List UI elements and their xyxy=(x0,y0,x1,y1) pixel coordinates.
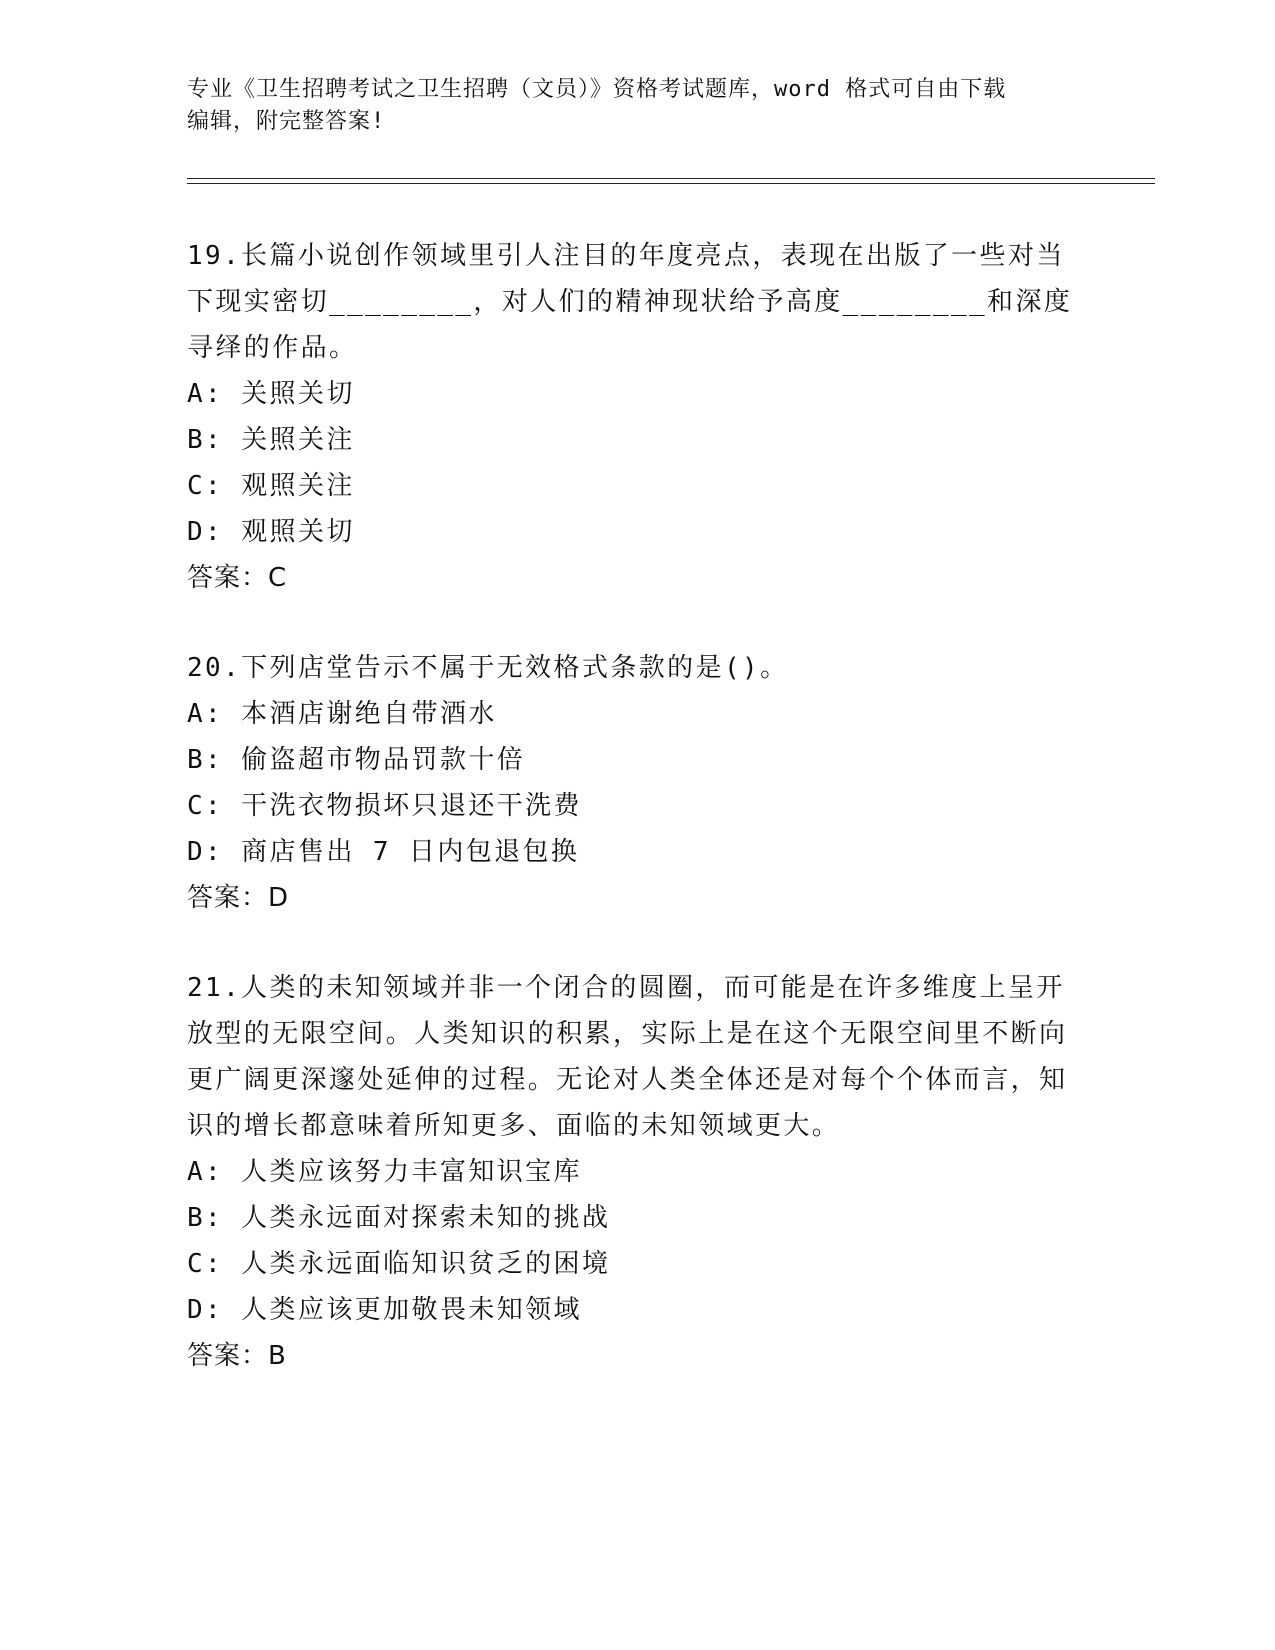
question-21 xyxy=(187,965,1087,1379)
option-c: C: 观照关注 xyxy=(187,471,355,501)
option-d: D: 商店售出 7 日内包退包换 xyxy=(187,837,580,867)
option-a: A: 关照关切 xyxy=(187,379,355,409)
question-stem: 19.长篇小说创作领域里引人注目的年度亮点，表现在出版了一些对当下现实密切________，对人们的精神现状给予高度________和深度寻绎的作品。 xyxy=(187,241,1073,363)
question-19 xyxy=(187,233,1087,601)
option-c: C: 人类永远面临知识贫乏的困境 xyxy=(187,1249,611,1279)
option-d: D: 观照关切 xyxy=(187,517,355,547)
answer: 答案：D xyxy=(187,883,290,913)
question-20 xyxy=(187,645,1087,921)
option-c: C: 干洗衣物损坏只退还干洗费 xyxy=(187,791,582,821)
option-b: B: 人类永远面对探索未知的挑战 xyxy=(187,1203,611,1233)
header-rule-top xyxy=(187,178,1155,179)
option-b: B: 偷盗超市物品罚款十倍 xyxy=(187,745,526,775)
option-b: B: 关照关注 xyxy=(187,425,355,455)
option-d: D: 人类应该更加敬畏未知领域 xyxy=(187,1295,582,1325)
option-a: A: 人类应该努力丰富知识宝库 xyxy=(187,1157,582,1187)
answer: 答案：C xyxy=(187,563,288,593)
option-a: A: 本酒店谢绝自带酒水 xyxy=(187,699,497,729)
document-header: 专业《卫生招聘考试之卫生招聘（文员）》资格考试题库，word 格式可自由下载 编辑，附完整答案! xyxy=(187,77,1007,134)
question-stem: 20.下列店堂告示不属于无效格式条款的是()。 xyxy=(187,653,789,683)
header-rule-bottom xyxy=(187,183,1155,184)
answer: 答案：B xyxy=(187,1341,287,1371)
question-stem: 21.人类的未知领域并非一个闭合的圆圈，而可能是在许多维度上呈开放型的无限空间。人类知识的积累，实际上是在这个无限空间里不断向更广阔更深邃处延伸的过程。无论对人类全体还是对每个个体而言，知识的增长都意味着所知更多、面临的未知领域更大。 xyxy=(187,973,1068,1141)
